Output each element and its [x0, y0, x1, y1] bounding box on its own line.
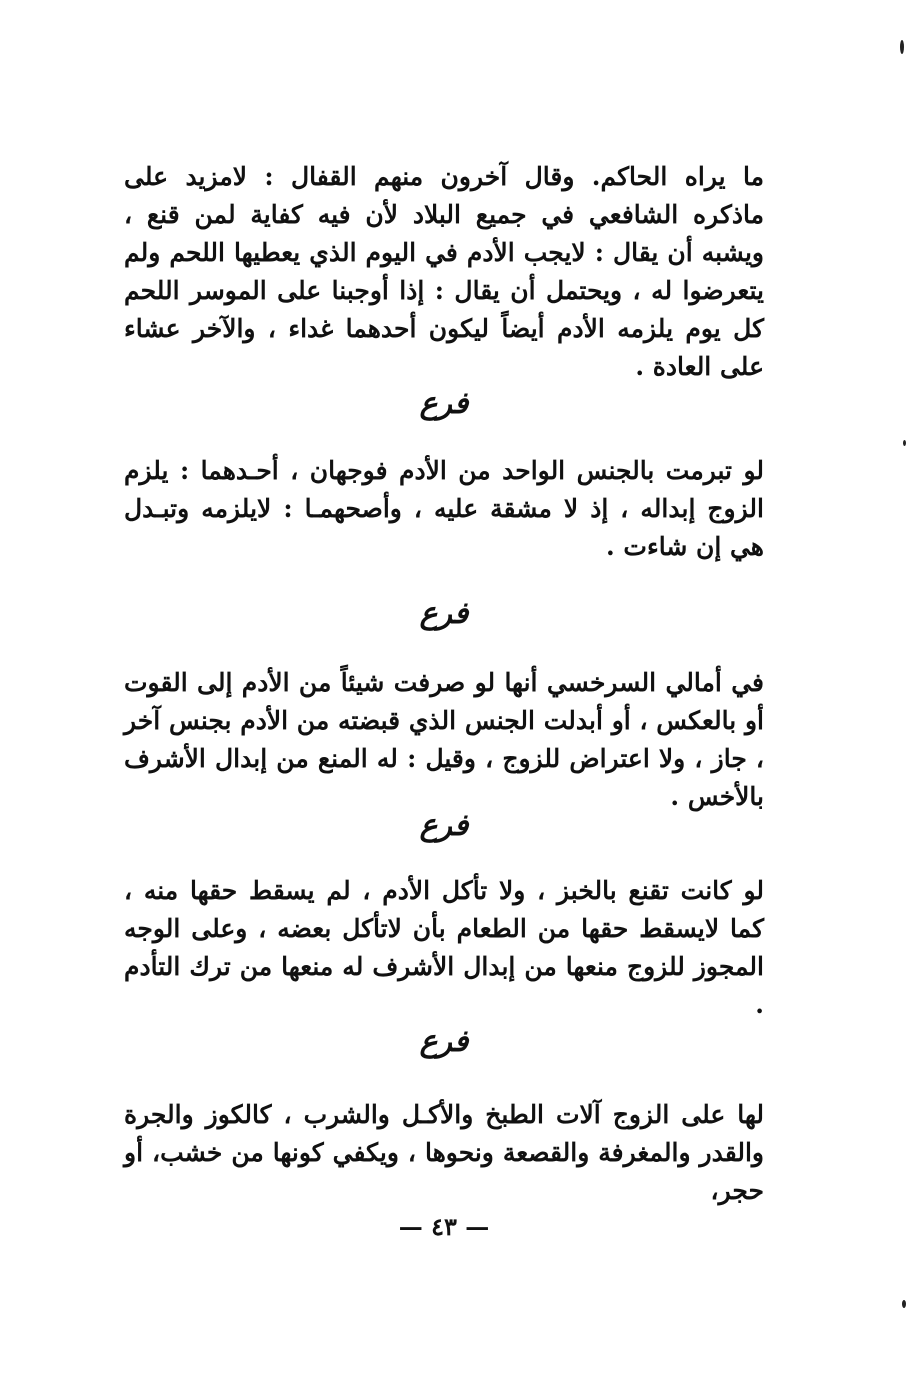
- section-heading-3: فرع: [419, 808, 469, 843]
- scan-speck: [900, 40, 904, 54]
- scan-speck: [903, 440, 906, 446]
- page-number: — ٤٣ —: [398, 1212, 490, 1241]
- paragraph-2: لو تبرمت بالجنس الواحد من الأدم فوجهان ، أحـدهما : يلزم الزوج إبداله ، إذ لا مشقة عليه ، وأصحهمـا : لايلزمه وتبـدل هي إن شاءت .: [124, 456, 764, 561]
- paragraph-1: ما يراه الحاكم. وقال آخرون منهم القفال : لامزيد على ماذكره الشافعي في جميع البلاد لأن فيه كفاية لمن قنع ، ويشبه أن يقال : لايجب الأدم في اليوم الذي يعطيها اللحم ولم يتعرضوا له ، ويحتمل أن يقال : إذا أوجبنا على الموسر اللحم كل يوم يلزمه الأدم أيضاً ليكون أحدهما غداء ، والآخر عشاء على العادة .: [124, 162, 764, 381]
- scan-speck: [902, 1300, 906, 1308]
- section-heading-4: فرع: [419, 1024, 469, 1059]
- paragraph-4: لو كانت تقنع بالخبز ، ولا تأكل الأدم ، لم يسقط حقها منه ، كما لايسقط حقها من الطعام بأن لاتأكل بعضه ، وعلى الوجه المجوز للزوج منعها من إبدال الأشرف له منعها من ترك التأدم .: [124, 876, 764, 1019]
- paragraph-3: في أمالي السرخسي أنها لو صرفت شيئاً من الأدم إلى القوت أو بالعكس ، أو أبدلت الجنس الذي قبضته من الأدم بجنس آخر ، جاز ، ولا اعتراض للزوج ، وقيل : له المنع من إبدال الأشرف بالأخس .: [124, 668, 764, 811]
- paragraph-5: لها على الزوج آلات الطبخ والأكـل والشرب ، كالكوز والجرة والقدر والمغرفة والقصعة ونحوها ، ويكفي كونها من خشب، أو حجر،: [124, 1100, 765, 1205]
- section-heading-2: فرع: [419, 596, 469, 631]
- section-heading-1: فرع: [419, 386, 469, 421]
